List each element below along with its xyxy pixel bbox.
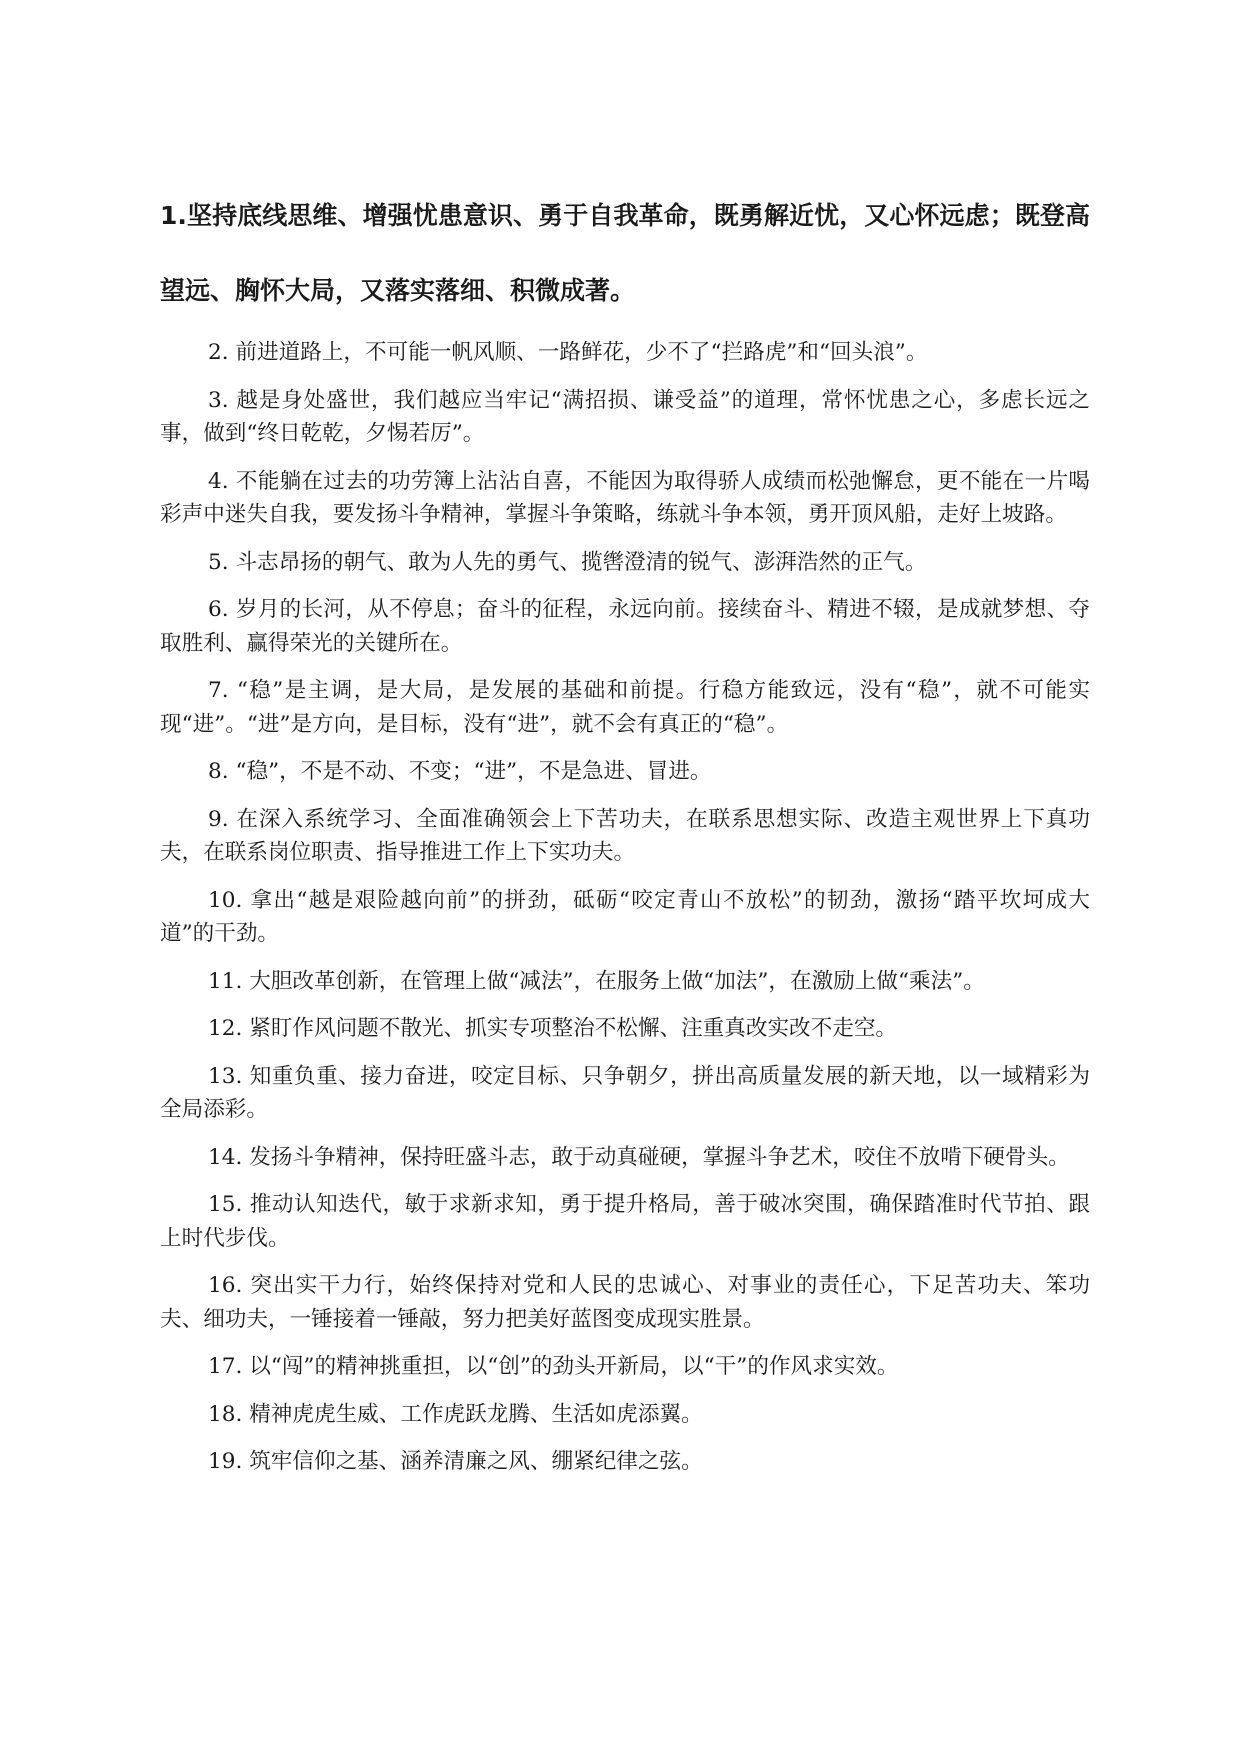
list-item: 15. 推动认知迭代，敏于求新求知，勇于提升格局，善于破冰突围，确保踏准时代节拍、跟上时代步伐。	[160, 1192, 1090, 1251]
document-body	[160, 178, 1090, 1493]
list-item: 16. 突出实干力行，始终保持对党和人民的忠诚心、对事业的责任心，下足苦功夫、笨功夫、细功夫，一锤接着一锤敲，努力把美好蓝图变成现实胜景。	[160, 1273, 1090, 1332]
list-item: 14. 发扬斗争精神，保持旺盛斗志，敢于动真碰硬，掌握斗争艺术，咬住不放啃下硬骨头。	[208, 1144, 1070, 1170]
list-item: 18. 精神虎虎生威、工作虎跃龙腾、生活如虎添翼。	[208, 1401, 703, 1427]
list-item: 1.坚持底线思维、增强忧患意识、勇于自我革命，既勇解近忧，又心怀远虑；既登高望远、胸怀大局，又落实落细、积微成著。	[160, 201, 1090, 305]
list-item: 4. 不能躺在过去的功劳簿上沾沾自喜，不能因为取得骄人成绩而松弛懈怠，更不能在一片喝彩声中迷失自我，要发扬斗争精神，掌握斗争策略，练就斗争本领，勇开顶风船，走好上坡路。	[160, 468, 1090, 527]
list-item: 17. 以“闯”的精神挑重担，以“创”的劲头开新局，以“干”的作风求实效。	[208, 1354, 899, 1379]
list-item: 7. “稳”是主调，是大局，是发展的基础和前提。行稳方能致远，没有“稳”，就不可能实现“进”。“进”是方向，是目标，没有“进”，就不会有真正的“稳”。	[160, 678, 1090, 737]
list-item: 6. 岁月的长河，从不停息；奋斗的征程，永远向前。接续奋斗、精进不辍，是成就梦想、夺取胜利、赢得荣光的关键所在。	[160, 597, 1090, 656]
list-item: 10. 拿出“越是艰险越向前”的拼劲，砥砺“咬定青山不放松”的韧劲，激扬“踏平坎坷成大道”的干劲。	[160, 887, 1090, 946]
list-item: 13. 知重负重、接力奋进，咬定目标、只争朝夕，拼出高质量发展的新天地，以一域精彩为全局添彩。	[160, 1063, 1090, 1122]
list-item: 2. 前进道路上，不可能一帆风顺、一路鲜花，少不了“拦路虎”和“回头浪”。	[208, 340, 928, 365]
list-item: 5. 斗志昂扬的朝气、敢为人先的勇气、揽辔澄清的锐气、澎湃浩然的正气。	[208, 549, 927, 575]
list-item: 3. 越是身处盛世，我们越应当牢记“满招损、谦受益”的道理，常怀忧患之心，多虑长远之事，做到“终日乾乾，夕惕若厉”。	[160, 387, 1090, 446]
list-item: 19. 筑牢信仰之基、涵养清廉之风、绷紧纪律之弦。	[208, 1449, 703, 1474]
list-item: 11. 大胆改革创新，在管理上做“减法”，在服务上做“加法”，在激励上做“乘法”。	[208, 968, 985, 994]
list-item: 12. 紧盯作风问题不散光、抓实专项整治不松懈、注重真改实改不走空。	[208, 1016, 898, 1041]
list-item: 8. “稳”，不是不动、不变；“进”，不是急进、冒进。	[208, 759, 712, 784]
list-item: 9. 在深入系统学习、全面准确领会上下苦功夫，在联系思想实际、改造主观世界上下真功夫，在联系岗位职责、指导推进工作上下实功夫。	[160, 806, 1090, 865]
